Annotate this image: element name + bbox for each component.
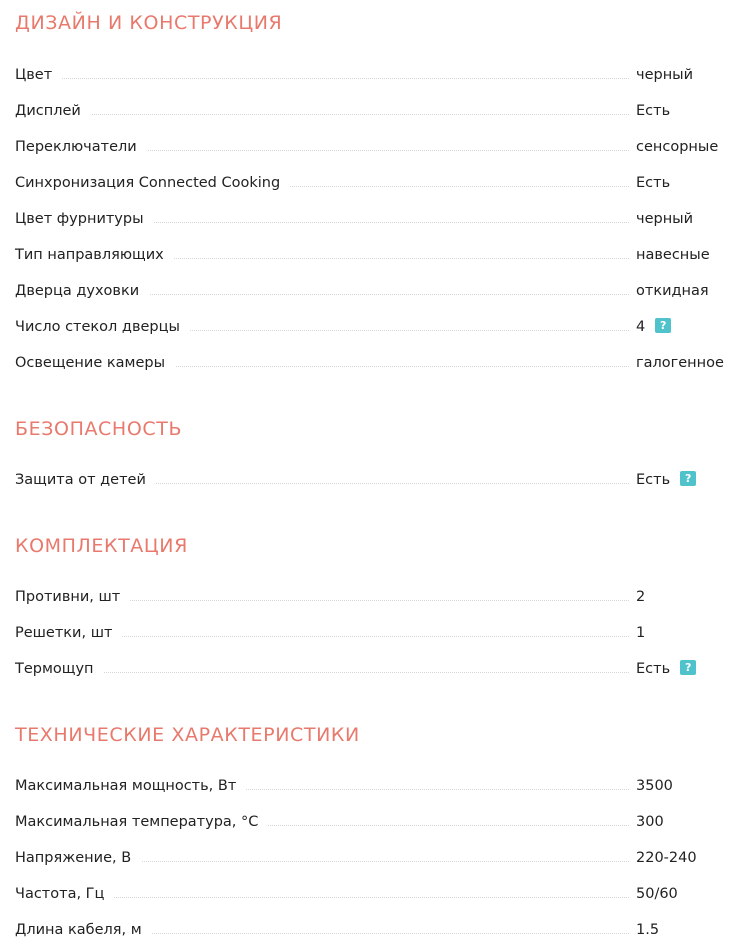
spec-value: Есть: [636, 103, 671, 119]
spec-value: 300: [636, 814, 664, 830]
spec-value: Есть: [636, 175, 671, 191]
spec-label: Дисплей: [15, 100, 91, 122]
spec-value: галогенное: [636, 355, 724, 371]
spec-value-text: Есть: [636, 661, 671, 677]
spec-row: [15, 811, 727, 833]
spec-label: Напряжение, В: [15, 847, 141, 869]
spec-row: [15, 775, 727, 797]
spec-label: Цвет фурнитуры: [15, 208, 154, 230]
spec-row: [15, 352, 727, 374]
spec-label: Максимальная мощность, Вт: [15, 775, 246, 797]
spec-value: [636, 316, 671, 338]
spec-value: 2: [636, 589, 646, 605]
spec-row: [15, 586, 727, 608]
spec-label: Тип направляющих: [15, 244, 174, 266]
spec-label: Число стекол дверцы: [15, 316, 190, 338]
section-title-safety: БЕЗОПАСНОСТЬ: [15, 418, 183, 440]
section-title-tech: ТЕХНИЧЕСКИЕ ХАРАКТЕРИСТИКИ: [15, 724, 360, 746]
spec-row: [15, 136, 727, 158]
spec-value: черный: [636, 211, 694, 227]
dotted-leader: [15, 78, 629, 79]
spec-row: [15, 280, 727, 302]
section-title-equipment: КОМПЛЕКТАЦИЯ: [15, 535, 188, 557]
spec-value-text: 4: [636, 319, 646, 335]
spec-value: 3500: [636, 778, 673, 794]
spec-label: Цвет: [15, 64, 62, 86]
spec-row: [15, 919, 727, 941]
spec-row: [15, 244, 727, 266]
spec-label: Переключатели: [15, 136, 147, 158]
spec-value: черный: [636, 67, 694, 83]
spec-value: [636, 658, 696, 680]
dotted-leader: [15, 672, 629, 673]
spec-value: навесные: [636, 247, 710, 263]
spec-row: [15, 100, 727, 122]
spec-row: [15, 172, 727, 194]
help-icon[interactable]: ?: [680, 471, 696, 486]
spec-label: Частота, Гц: [15, 883, 114, 905]
spec-value: 1.5: [636, 922, 660, 938]
spec-row: [15, 208, 727, 230]
spec-value: [636, 469, 696, 491]
spec-row: [15, 622, 727, 644]
spec-value: 50/60: [636, 886, 678, 902]
spec-label: Термощуп: [15, 658, 104, 680]
spec-row: [15, 64, 727, 86]
help-icon[interactable]: ?: [655, 318, 671, 333]
spec-row: [15, 316, 727, 338]
spec-row: [15, 883, 727, 905]
spec-row: [15, 469, 727, 491]
spec-value: 220-240: [636, 850, 697, 866]
spec-row: [15, 658, 727, 680]
spec-value: сенсорные: [636, 139, 719, 155]
spec-label: Освещение камеры: [15, 352, 175, 374]
spec-row: [15, 847, 727, 869]
spec-label: Максимальная температура, °С: [15, 811, 268, 833]
spec-label: Решетки, шт: [15, 622, 122, 644]
spec-value: 1: [636, 625, 646, 641]
section-title-design: ДИЗАЙН И КОНСТРУКЦИЯ: [15, 12, 283, 34]
spec-value-text: Есть: [636, 472, 671, 488]
spec-label: Противни, шт: [15, 586, 130, 608]
dotted-leader: [15, 114, 629, 115]
spec-label: Длина кабеля, м: [15, 919, 152, 941]
spec-label: Защита от детей: [15, 469, 156, 491]
spec-value: откидная: [636, 283, 709, 299]
help-icon[interactable]: ?: [680, 660, 696, 675]
spec-label: Синхронизация Connected Cooking: [15, 172, 290, 194]
spec-label: Дверца духовки: [15, 280, 149, 302]
